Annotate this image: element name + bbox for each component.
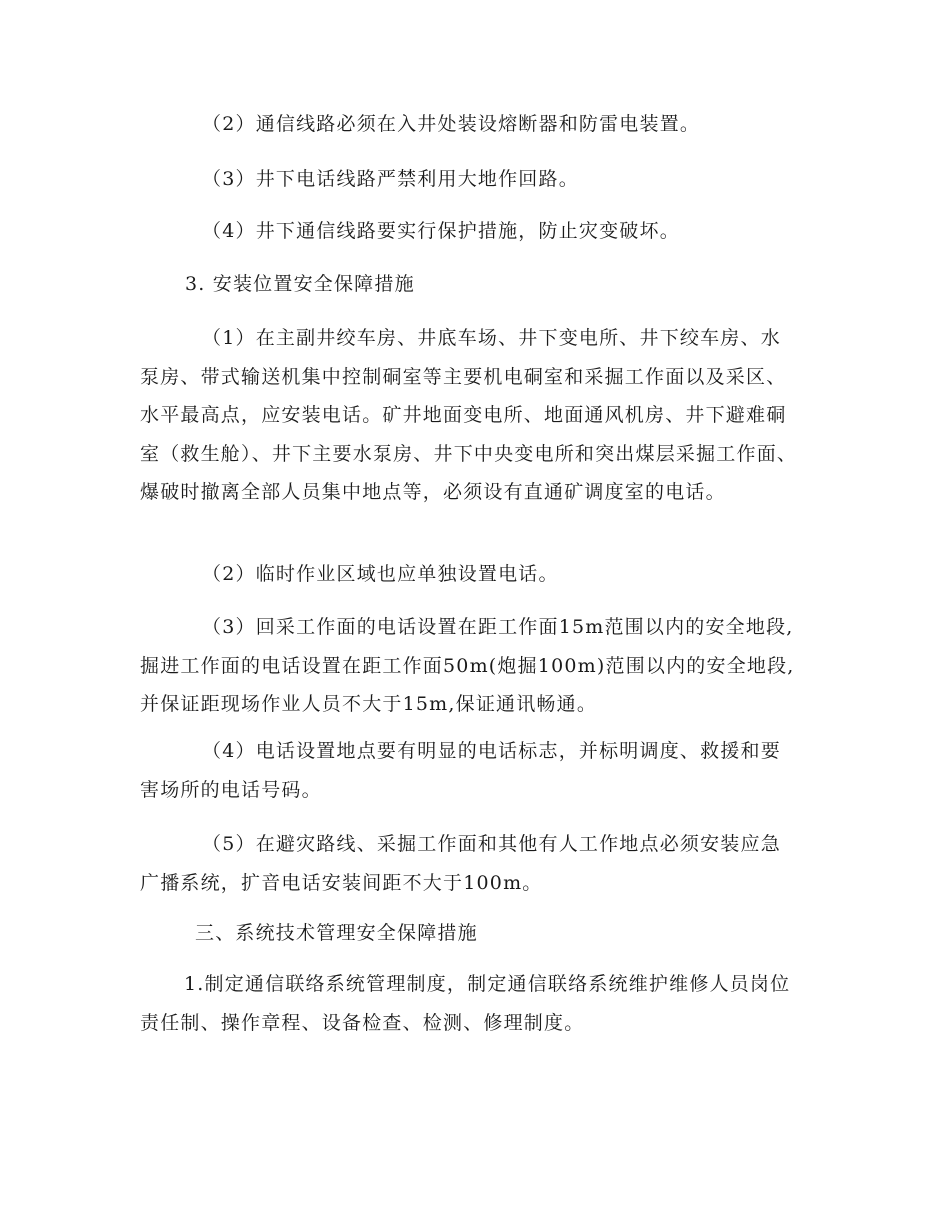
section-heading-install-location: 3. 安装位置安全保障措施 bbox=[185, 273, 415, 295]
paragraph-phone-locations: （1）在主副井绞车房、井底车场、井下变电所、井下绞车房、水泵房、带式输送机集中控制硐室等主要机电硐室和采掘工作面以及采区、水平最高点，应安装电话。矿井地面变电所、地面通风机房、井下避难硐室（救生舱）、井下主要水泵房、井下中央变电所和突出煤层采掘工作面、爆破时撤离全部人员集中地点等，必须设有直通矿调度室的电话。 bbox=[140, 327, 798, 503]
paragraph-no-earth-return: （3）井下电话线路严禁利用大地作回路。 bbox=[202, 168, 579, 190]
paragraph-management-system: 1.制定通信联络系统管理制度，制定通信联络系统维护维修人员岗位责任制、操作章程、设备检查、检测、修理制度。 bbox=[140, 973, 791, 1034]
section-heading-technical-management: 三、系统技术管理安全保障措施 bbox=[195, 922, 478, 944]
paragraph-temporary-area: （2）临时作业区域也应单独设置电话。 bbox=[202, 563, 559, 585]
paragraph-fuse-lightning: （2）通信线路必须在入井处装设熔断器和防雷电装置。 bbox=[202, 113, 701, 135]
paragraph-phone-signage: （4）电话设置地点要有明显的电话标志，并标明调度、救援和要害场所的电话号码。 bbox=[140, 740, 781, 801]
paragraph-line-protection: （4）井下通信线路要实行保护措施，防止灾变破坏。 bbox=[202, 220, 680, 242]
paragraph-broadcast-system: （5）在避灾路线、采掘工作面和其他有人工作地点必须安装应急广播系统，扩音电话安装间距不大于100m。 bbox=[140, 833, 781, 894]
paragraph-working-face-distance: （3）回采工作面的电话设置在距工作面15m范围以内的安全地段,掘进工作面的电话设置在距工作面50m(炮掘100m)范围以内的安全地段,并保证距现场作业人员不大于15m,保证通讯畅通。 bbox=[140, 616, 795, 715]
